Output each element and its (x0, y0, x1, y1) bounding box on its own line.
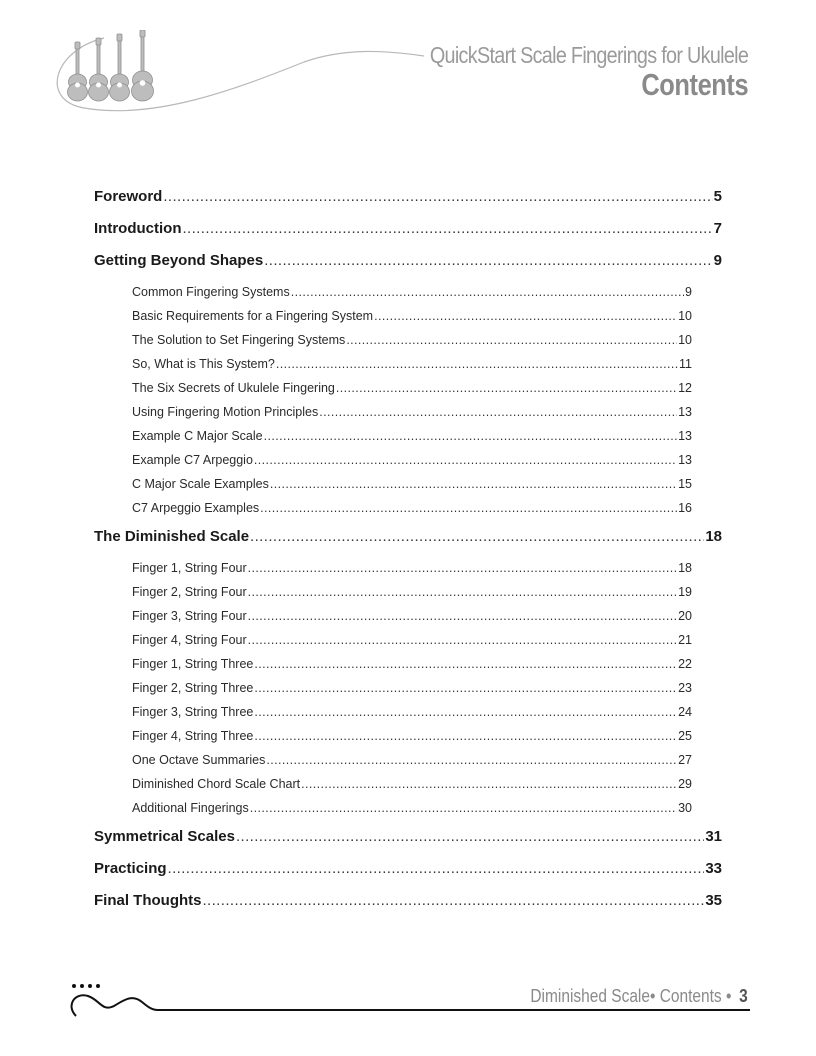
toc-chapter-diminished-scale[interactable] (94, 524, 722, 556)
toc-subsection[interactable] (132, 352, 692, 376)
toc-page-number: 35 (705, 892, 722, 909)
toc-subsection[interactable] (132, 304, 692, 328)
toc-subsection-label: Example C Major Scale (132, 429, 263, 443)
dot-leader (202, 888, 704, 914)
toc-subsection[interactable] (132, 472, 692, 496)
dot-leader (264, 248, 712, 274)
toc-chapter-final-thoughts[interactable] (94, 888, 722, 920)
toc-page-number: 22 (678, 657, 692, 671)
toc-subsection[interactable] (132, 604, 692, 628)
dot-leader (250, 796, 677, 820)
toc-subsection-label: Example C7 Arpeggio (132, 453, 253, 467)
toc-chapter-introduction[interactable] (94, 216, 722, 248)
toc-page-number: 33 (705, 860, 722, 877)
toc-chapter-label: Introduction (94, 220, 182, 237)
toc-page-number: 18 (705, 528, 722, 545)
header (378, 42, 748, 102)
toc-page-number: 29 (678, 777, 692, 791)
dot-leader (254, 652, 677, 676)
toc-page-number: 21 (678, 633, 692, 647)
toc-subsection[interactable] (132, 796, 692, 820)
toc-page-number: 10 (678, 333, 692, 347)
dot-leader (254, 676, 677, 700)
dot-leader (254, 724, 677, 748)
toc-subsection[interactable] (132, 628, 692, 652)
toc-subsection-label: Diminished Chord Scale Chart (132, 777, 301, 791)
table-of-contents (94, 184, 722, 920)
toc-subsection[interactable] (132, 448, 692, 472)
toc-subsection-label: Using Fingering Motion Principles (132, 405, 319, 419)
toc-page-number: 18 (678, 561, 692, 575)
toc-subsection[interactable] (132, 652, 692, 676)
page-footer (531, 986, 748, 1007)
toc-page-number: 30 (678, 801, 692, 815)
toc-subsection-label: Finger 4, String Three (132, 729, 254, 743)
toc-page-number: 12 (678, 381, 692, 395)
toc-chapter-label: Symmetrical Scales (94, 828, 235, 845)
dot-leader (248, 580, 677, 604)
toc-subsection[interactable] (132, 280, 692, 304)
dot-leader (276, 352, 678, 376)
toc-subsection[interactable] (132, 748, 692, 772)
toc-page-number: 13 (678, 453, 692, 467)
dot-leader (254, 700, 677, 724)
toc-subsection-label: So, What is This System? (132, 357, 275, 371)
toc-subsection-label: Finger 2, String Four (132, 585, 247, 599)
toc-chapter-label: Getting Beyond Shapes (94, 252, 264, 269)
toc-subsection-label: Finger 1, String Three (132, 657, 254, 671)
page-number: 3 (739, 986, 748, 1006)
toc-chapter-label: Foreword (94, 188, 163, 205)
toc-page-number: 9 (713, 252, 722, 269)
toc-subsection-label: Finger 2, String Three (132, 681, 254, 695)
toc-subsection[interactable] (132, 328, 692, 352)
page-title: Contents (641, 67, 748, 102)
toc-chapter-practicing[interactable] (94, 856, 722, 888)
toc-page-number: 13 (678, 429, 692, 443)
dot-leader (291, 280, 684, 304)
dot-leader (182, 216, 712, 242)
toc-subsection-label: One Octave Summaries (132, 753, 266, 767)
toc-page-number: 25 (678, 729, 692, 743)
toc-subsection[interactable] (132, 580, 692, 604)
toc-page-number: 27 (678, 753, 692, 767)
toc-subsection-label: C7 Arpeggio Examples (132, 501, 260, 515)
dot-leader (264, 424, 677, 448)
dot-leader (248, 556, 677, 580)
dot-leader (374, 304, 677, 328)
dot-leader (250, 524, 704, 550)
toc-chapter-label: Practicing (94, 860, 167, 877)
dot-leader (168, 856, 705, 882)
toc-subsection-label: C Major Scale Examples (132, 477, 269, 491)
dot-leader (248, 628, 677, 652)
dot-leader (254, 448, 677, 472)
toc-subsection-label: The Solution to Set Fingering Systems (132, 333, 346, 347)
toc-page-number: 9 (685, 285, 692, 299)
toc-page-number: 24 (678, 705, 692, 719)
document-title: QuickStart Scale Fingerings for Ukulele (429, 42, 748, 68)
toc-subsection-label: Basic Requirements for a Fingering System (132, 309, 374, 323)
toc-page-number: 5 (713, 188, 722, 205)
toc-subsection-label: The Six Secrets of Ukulele Fingering (132, 381, 335, 395)
toc-subsection[interactable] (132, 376, 692, 400)
toc-chapter-foreword[interactable] (94, 184, 722, 216)
toc-page-number: 10 (678, 309, 692, 323)
toc-page-number: 16 (678, 501, 692, 515)
toc-subsection-label: Additional Fingerings (132, 801, 249, 815)
dot-leader (319, 400, 677, 424)
toc-subsection[interactable] (132, 724, 692, 748)
dot-leader (236, 824, 704, 850)
toc-chapter-label: Final Thoughts (94, 892, 202, 909)
toc-page-number: 7 (713, 220, 722, 237)
toc-page-number: 23 (678, 681, 692, 695)
toc-subsection-label: Common Fingering Systems (132, 285, 290, 299)
dot-leader (163, 184, 712, 210)
toc-subsection-label: Finger 1, String Four (132, 561, 247, 575)
dot-leader (260, 496, 677, 520)
toc-subsection[interactable] (132, 676, 692, 700)
dot-leader (248, 604, 677, 628)
dot-leader (336, 376, 677, 400)
toc-subsection-label: Finger 3, String Four (132, 609, 247, 623)
toc-chapter-symmetrical-scales[interactable] (94, 824, 722, 856)
toc-page-number: 19 (678, 585, 692, 599)
toc-page-number: 13 (678, 405, 692, 419)
running-title: Diminished Scale• Contents • (530, 986, 736, 1006)
dot-leader (346, 328, 677, 352)
toc-page-number: 31 (705, 828, 722, 845)
toc-subsection[interactable] (132, 496, 692, 520)
toc-chapter-label: The Diminished Scale (94, 528, 250, 545)
toc-subsection-label: Finger 3, String Three (132, 705, 254, 719)
toc-subsection[interactable] (132, 700, 692, 724)
toc-page-number: 11 (679, 357, 692, 371)
toc-subsection[interactable] (132, 424, 692, 448)
toc-subsection[interactable] (132, 400, 692, 424)
toc-page-number: 20 (678, 609, 692, 623)
dot-leader (270, 472, 677, 496)
toc-subsection-label: Finger 4, String Four (132, 633, 247, 647)
toc-page-number: 15 (678, 477, 692, 491)
dot-leader (301, 772, 677, 796)
toc-chapter-getting-beyond-shapes[interactable] (94, 248, 722, 280)
toc-subsection[interactable] (132, 556, 692, 580)
toc-subsection[interactable] (132, 772, 692, 796)
dot-leader (266, 748, 677, 772)
